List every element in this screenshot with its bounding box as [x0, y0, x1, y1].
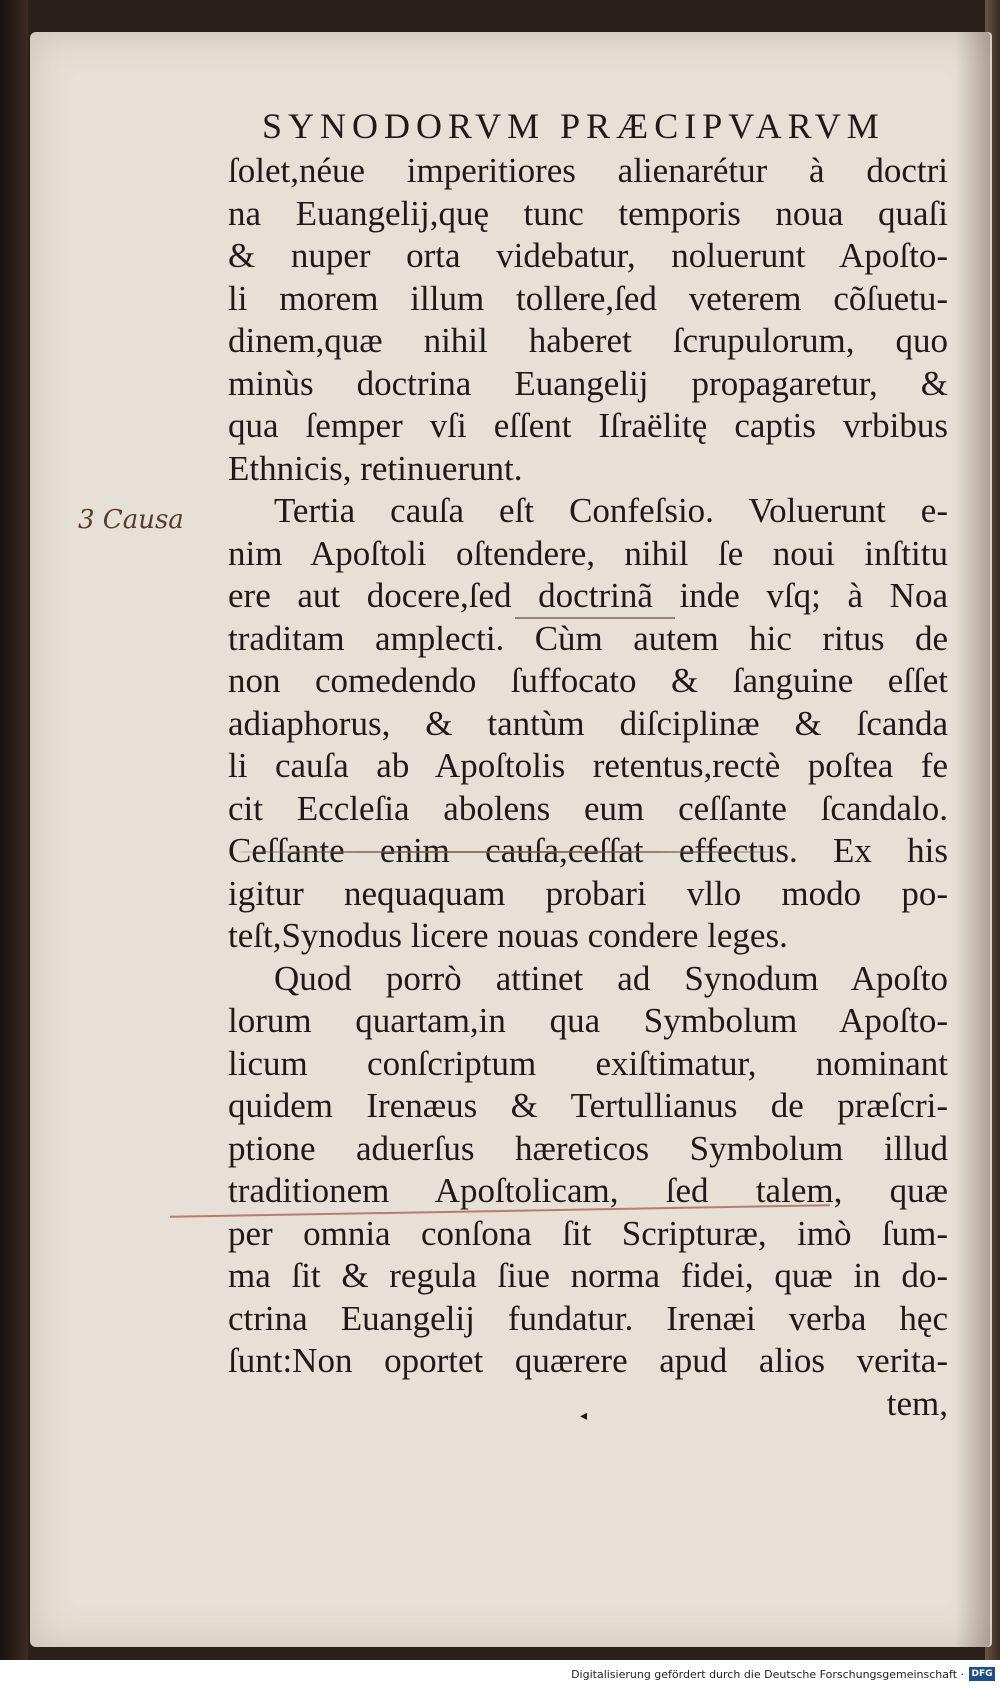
text-line: igitur nequaquam probari vllo modo po-	[228, 873, 948, 913]
paragraph-start-line: Quod porrò attinet ad Synodum Apoſto	[274, 958, 948, 998]
text-line: li morem illum tollere,ſed veterem cõſuetu-	[228, 278, 948, 318]
catchword: tem,	[886, 1383, 948, 1423]
dfg-logo: DFG	[969, 1667, 995, 1681]
binding-edge	[0, 0, 28, 1660]
pencil-underline	[238, 851, 778, 853]
text-line: minùs doctrina Euangelij propagaretur, &	[228, 363, 948, 403]
text-line: ptione aduerſus hæreticos Symbolum illud	[228, 1128, 948, 1168]
text-line: ma ſit & regula ſiue norma fidei, quæ in do-	[228, 1256, 948, 1295]
body-text	[228, 150, 948, 1425]
digitization-credit: Digitalisierung gefördert durch die Deutsche Forschungsgemeinschaft ·	[571, 1668, 964, 1681]
page-curvature-shadow	[955, 32, 990, 1647]
text-line: teſt,Synodus licere nouas condere leges.	[228, 916, 788, 955]
signature-mark: ◂	[580, 1408, 588, 1424]
handwritten-margin-note: 3 Causa	[78, 505, 184, 535]
text-line: quidem Irenæus & Tertullianus de præſcri-	[228, 1086, 948, 1125]
text-line: lorum quartam,in qua Symbolum Apoſto-	[228, 1001, 948, 1040]
text-line: na Euangelij,quę tunc temporis noua quaſi	[228, 193, 948, 233]
text-line: ctrina Euangelij fundatur. Irenæi verba hęc	[228, 1298, 948, 1338]
running-head: SYNODORVM PRÆCIPVARVM	[262, 106, 885, 146]
text-line: & nuper orta videbatur, noluerunt Apoſto-	[228, 236, 948, 275]
text-line: qua ſemper vſi eſſent Iſraëlitę captis vrbibus	[228, 406, 948, 445]
text-line: adiaphorus, & tantùm diſciplinæ & ſcanda	[228, 703, 948, 743]
text-line: nim Apoſtoli oſtendere, nihil ſe noui inſtitu	[228, 533, 948, 573]
paragraph-start-line: Tertia cauſa eſt Confeſsio. Voluerunt e-	[274, 491, 948, 530]
text-line: Ceſſante enim cauſa,ceſſat effectus. Ex his	[228, 831, 948, 870]
text-line: licum conſcriptum exiſtimatur, nominant	[228, 1043, 948, 1083]
text-line: dinem,quæ nihil haberet ſcrupulorum, quo	[228, 321, 948, 360]
text-line: traditam amplecti. Cùm autem hic ritus de	[228, 618, 948, 658]
text-line: Ethnicis, retinuerunt.	[228, 448, 523, 488]
text-line: ere aut docere,ſed doctrinã inde vſq; à Noa	[228, 576, 948, 615]
pencil-underline	[515, 617, 675, 619]
text-line: per omnia conſona ſit Scripturæ, imò ſum-	[228, 1213, 948, 1253]
text-line: li cauſa ab Apoſtolis retentus,rectè poſtea fe	[228, 746, 948, 785]
text-line: non comedendo ſuffocato & ſanguine eſſet	[228, 661, 948, 700]
text-line: ſunt:Non oportet quærere apud alios verita-	[228, 1341, 948, 1380]
text-line: ſolet,néue imperitiores alienarétur à doctri	[228, 151, 948, 190]
text-line: traditionem Apoſtolicam, ſed talem, quæ	[228, 1171, 948, 1210]
text-line: cit Eccleſia abolens eum ceſſante ſcandalo.	[228, 788, 948, 828]
